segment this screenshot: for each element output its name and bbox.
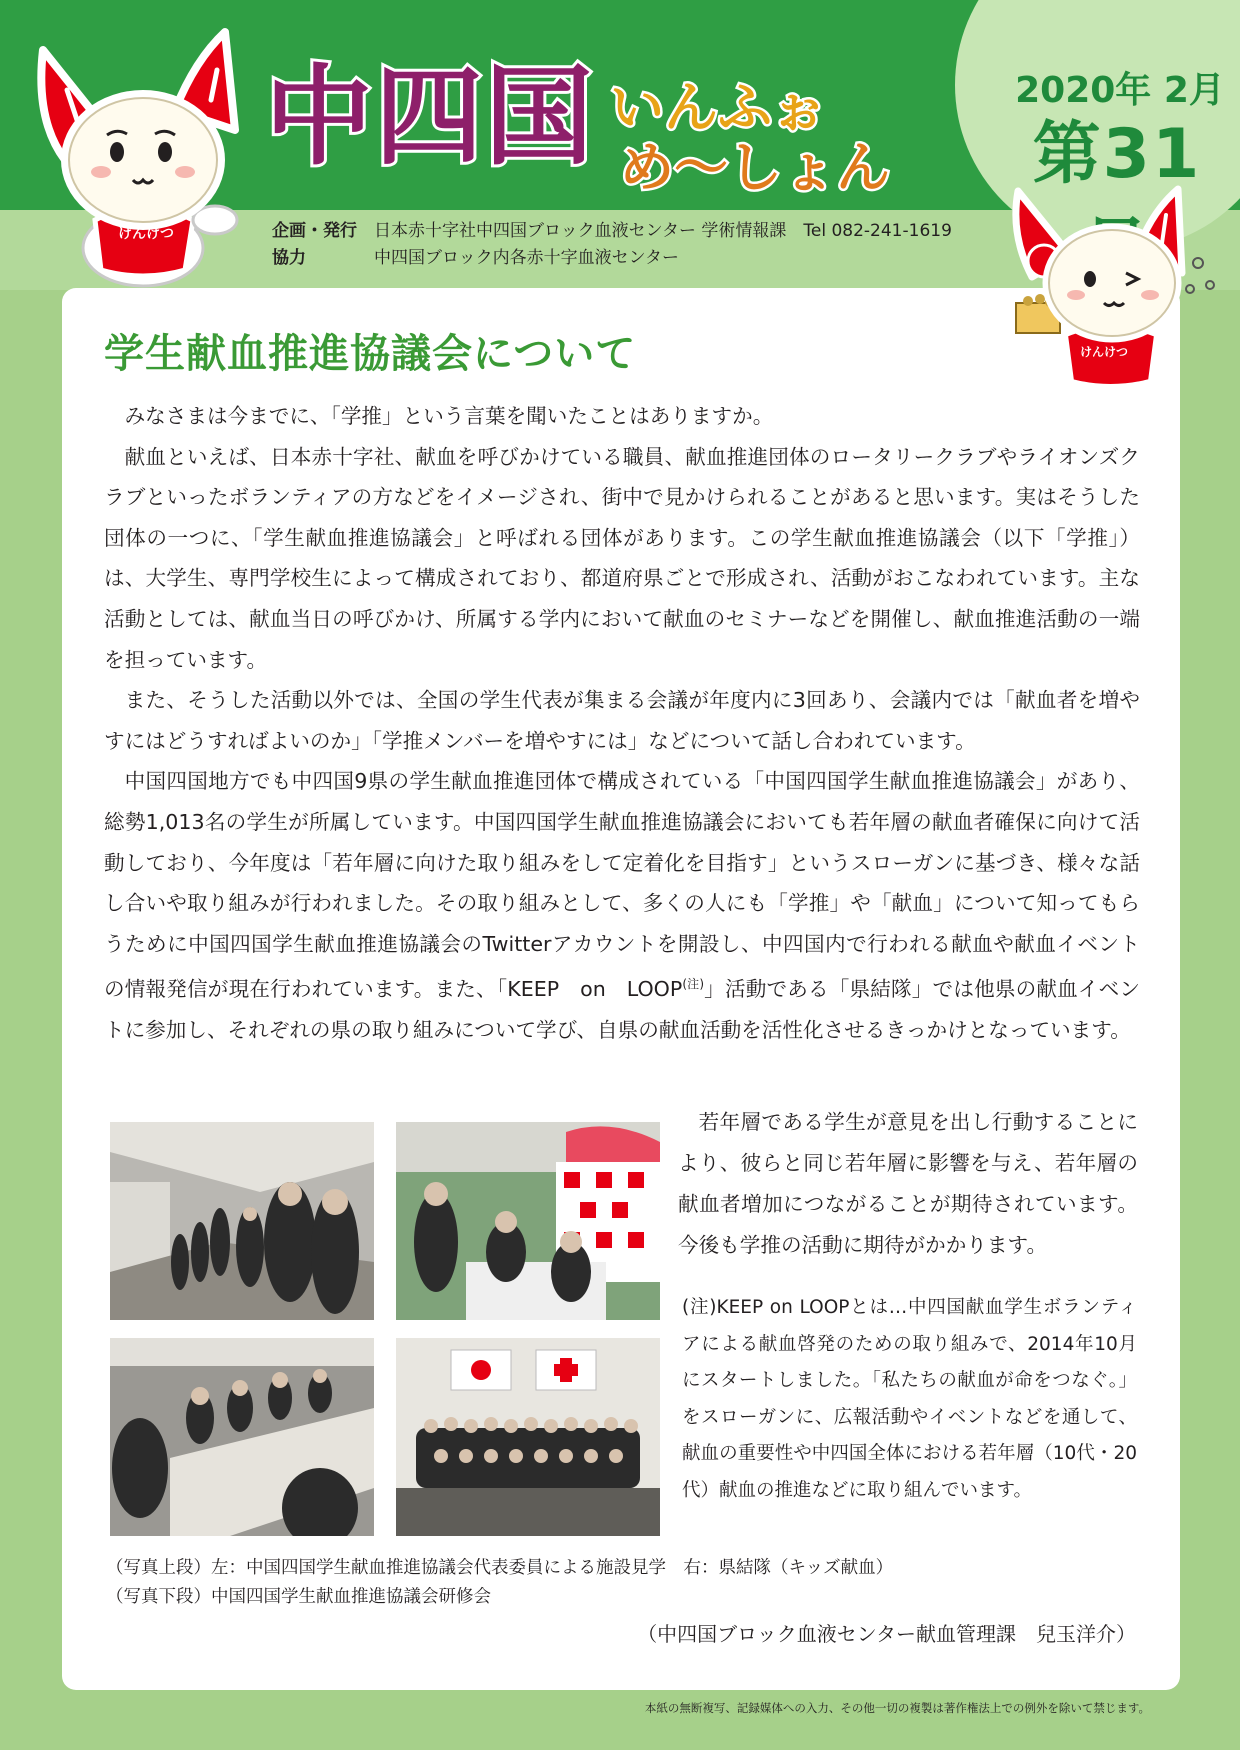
photo-training-session	[110, 1338, 374, 1536]
publisher-info	[272, 218, 952, 272]
photo-facility-tour	[110, 1122, 374, 1320]
article-body	[104, 396, 1140, 1050]
closing-paragraph-text: 若年層である学生が意見を出し行動することにより、彼らと同じ若年層に影響を与え、若年層の献血者増加につながることが期待されています。今後も学推の活動に期待がかかります。	[678, 1110, 1138, 1257]
issue-date: 2020年 2月	[1015, 70, 1225, 111]
cooperation-value: 中四国ブロック内各赤十字血液センター	[374, 248, 679, 268]
cooperation-label: 協力	[272, 248, 306, 268]
copyright-notice: 本紙の無断複写、記録媒体への入力、その他一切の複製は著作権法上での例外を除いて禁じます。	[644, 1701, 1150, 1715]
article-title: 学生献血推進協議会について	[104, 331, 637, 377]
article-paragraph-part: 中国四国地方でも中四国9県の学生献血推進団体で構成されている「中国四国学生献血推進協議会」があり、総勢1,013名の学生が所属しています。中国四国学生献血推進協議会においても若年層の献血者確保に向けて活動しており、今年度は「若年層に向けた取り組みをして定着化を目指す」というスローガンに基づき、様々な話し合いや取り組みが行われました。その取り組みとして、多くの人にも「学推」や「献血」について知ってもらうために中国四国学生献血推進協議会のTwitterアカウントを開設し、中四国内で行われる献血や献血イベントの情報発信が現在行われています。また、「KEEP on LOOP	[104, 769, 1140, 1002]
photo-group-picture	[396, 1338, 660, 1536]
kenketsu-mascot-icon	[25, 20, 265, 290]
newsletter-subtitle	[610, 78, 970, 198]
publisher-label: 企画・発行	[272, 221, 357, 241]
kenketsu-oni-mascot-icon	[1010, 185, 1225, 395]
newsletter-subtitle-line1: いんふぉ	[610, 76, 826, 139]
newsletter-subtitle-line2: め〜しょん	[620, 136, 890, 199]
note-mark: (注)	[682, 977, 705, 992]
caption-bottom-row: （写真下段）中国四国学生献血推進協議会研修会	[106, 1587, 491, 1607]
article-paragraph: また、そうした活動以外では、全国の学生代表が集まる会議が年度内に3回あり、会議内では「献血者を増やすにはどうすればよいのか」「学推メンバーを増やすには」などについて話し合われています。	[104, 688, 1140, 753]
photo-kids-blood-drive	[396, 1122, 660, 1320]
article-paragraph-part: 」活動である「県結隊」では他県の献血イベントに参加し、それぞれの県の取り組みについて学び、自県の献血活動を活性化させるきっかけとなっています。	[104, 977, 1140, 1042]
publisher-value: 日本赤十字社中四国ブロック血液センター 学術情報課 Tel 082-241-1619	[374, 221, 952, 241]
author-signature: （中四国ブロック血液センター献血管理課 兒玉洋介）	[637, 1622, 1136, 1646]
article-paragraph: みなさまは今までに、「学推」という言葉を聞いたことはありますか。	[124, 404, 774, 428]
issue-number: 第31	[1032, 115, 1202, 194]
article-paragraph: 献血といえば、日本赤十字社、献血を呼びかけている職員、献血推進団体のロータリークラブやライオンズクラブといったボランティアの方などをイメージされ、街中で見かけられることがあると思います。実はそうした団体の一つに、「学生献血推進協議会」と呼ばれる団体があります。この学生献血推進協議会（以下「学推」）は、大学生、専門学校生によって構成されており、都道府県ごとで形成され、活動がおこなわれています。主な活動としては、献血当日の呼びかけ、所属する学内において献血のセミナーなどを開催し、献血推進活動の一端を担っています。	[104, 444, 1140, 672]
article-paragraph	[104, 761, 1140, 1050]
cooperation-row	[272, 245, 952, 272]
closing-paragraph	[678, 1102, 1138, 1266]
mascot-name-left: けんけつ	[118, 226, 174, 242]
caption-top-row: （写真上段）左：中国四国学生献血推進協議会代表委員による施設見学 右：県結隊（キッズ献血）	[106, 1558, 894, 1578]
photo-captions	[106, 1554, 1006, 1612]
publisher-row	[272, 218, 952, 245]
footnote-keep-on-loop: (注)KEEP on LOOPとは…中四国献血学生ボランティアによる献血啓発のための取り組みで、2014年10月にスタートしました。「私たちの献血が命をつなぐ。」をスローガンに、広報活動やイベントなどを通して、献血の重要性や中四国全体における若年層（10代・20代）献血の推進などに取り組んでいます。	[682, 1297, 1137, 1501]
newsletter-title: 中四国	[265, 55, 596, 180]
mascot-name-right: けんけつ	[1080, 345, 1129, 359]
